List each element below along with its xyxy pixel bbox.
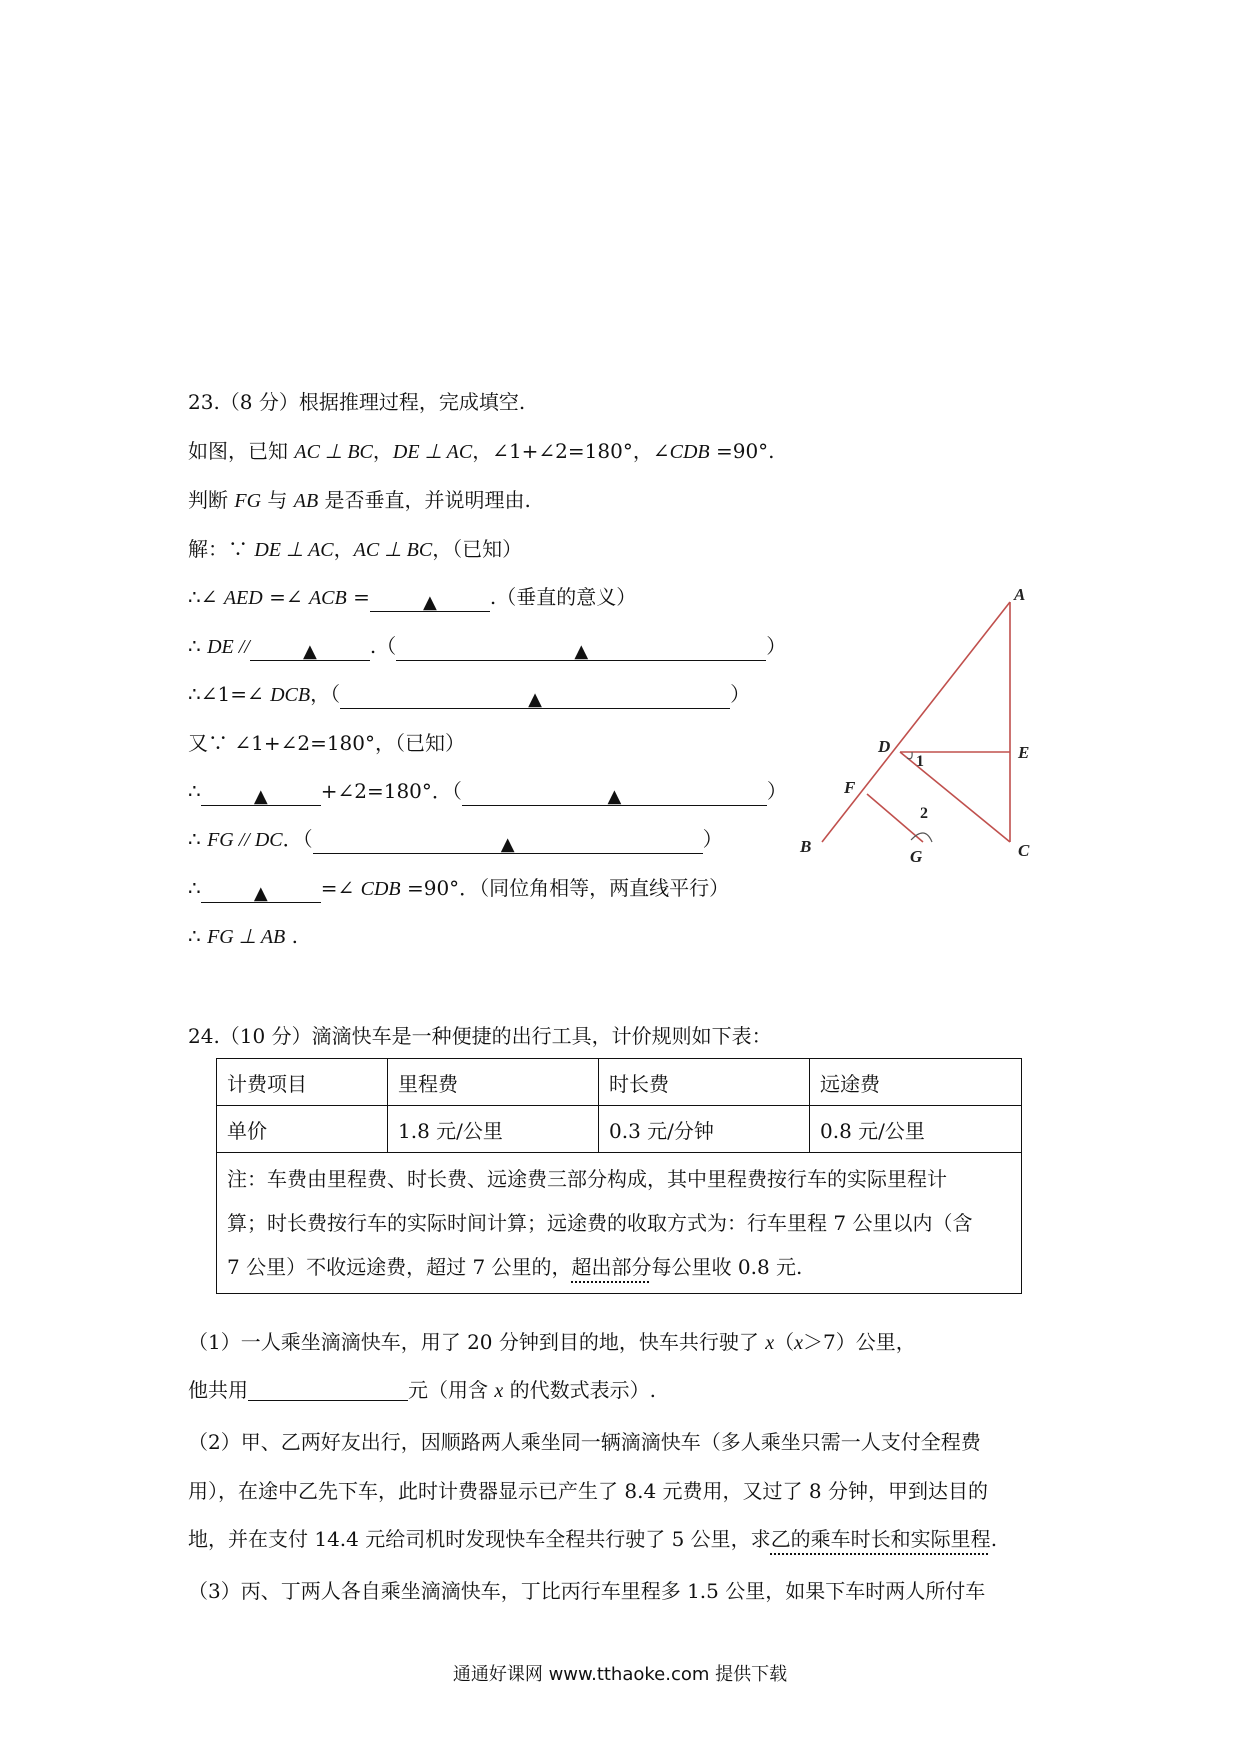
table-row (217, 1106, 1022, 1153)
q23-step2: ∴ DE // ▲ .（ ▲ ） (188, 634, 787, 662)
label-e: E (1018, 743, 1030, 762)
triangle-marker: ▲ (422, 592, 437, 613)
page-footer: 通通好课网 www.tthaoke.com 提供下载 (452, 1664, 788, 1685)
label-b: B (800, 837, 812, 856)
table-cell: 0.3 元/分钟 (599, 1106, 810, 1153)
q24-part2-line1: （2）甲、乙两好友出行，因顺路两人乘坐同一辆滴滴快车（多人乘坐只需一人支付全程费 (188, 1430, 981, 1454)
answer-blank[interactable] (370, 587, 490, 612)
table-cell: 时长费 (599, 1059, 810, 1106)
q23-step7: ∴ ▲ =∠ CDB =90°．（同位角相等，两直线平行） (188, 876, 730, 904)
q23-step1: ∴∠ AED =∠ ACB = ▲ .（垂直的意义） (188, 585, 637, 613)
answer-blank[interactable] (250, 636, 370, 661)
reason-blank[interactable] (340, 684, 730, 709)
triangle-marker: ▲ (253, 883, 268, 904)
q23-step5: ∴ ▲ +∠2=180°．（ ▲ ） (188, 779, 787, 807)
label-c: C (1018, 841, 1030, 860)
table-cell: 远途费 (810, 1059, 1022, 1106)
geometry-figure (780, 580, 1060, 880)
label-f: F (844, 778, 856, 797)
q24-part2-line3: 地，并在支付 14.4 元给司机时发现快车全程共行驶了 5 公里，求乙的乘车时长和实际里程. (188, 1527, 998, 1551)
q23-question: 判断 FG 与 AB 是否垂直，并说明理由. (188, 488, 531, 512)
table-cell: 单价 (217, 1106, 388, 1153)
table-note: 注：车费由里程费、时长费、远途费三部分构成，其中里程费按行车的实际里程计 算；时长费按行车的实际时间计算；远途费的收取方式为：行车里程 7 公里以内（含 7 公里）不收远途费，超过 7 公里的，超出部分每公里收 0.8 元. (217, 1153, 1022, 1294)
q23-given: 如图，已知 AC ⊥ BC，DE ⊥ AC，∠1+∠2=180°，∠CDB =90°. (188, 439, 775, 463)
triangle-marker: ▲ (302, 641, 317, 662)
table-note-row (217, 1153, 1022, 1294)
label-angle-2: 2 (920, 805, 928, 822)
table-cell: 里程费 (388, 1059, 599, 1106)
q23-step6: ∴ FG // DC．（ ▲ ） (188, 827, 723, 855)
q23-step4: 又∵ ∠1+∠2=180°，（已知） (188, 731, 466, 755)
answer-blank[interactable] (248, 1376, 408, 1401)
q23-solution-start: 解：∵ DE ⊥ AC，AC ⊥ BC，（已知） (188, 537, 523, 561)
table-header-row (217, 1059, 1022, 1106)
reason-blank[interactable] (313, 829, 703, 854)
q24-part2-line2: 用），在途中乙先下车，此时计费器显示已产生了 8.4 元费用，又过了 8 分钟，甲到达目的 (188, 1479, 988, 1503)
fee-table (216, 1058, 1022, 1294)
q24-part1-line2: 他共用 元（用含 x 的代数式表示）. (188, 1378, 656, 1402)
answer-blank[interactable] (201, 781, 321, 806)
q23-title: 23.（8 分）根据推理过程，完成填空. (188, 390, 526, 414)
label-angle-1: 1 (916, 753, 924, 770)
angle-1-arc (907, 752, 912, 759)
segment-fg (867, 794, 923, 842)
segment-ab (822, 602, 1010, 842)
triangle-marker: ▲ (500, 834, 515, 855)
reason-blank[interactable] (396, 636, 766, 661)
q23-step8: ∴ FG ⊥ AB . (188, 924, 298, 948)
triangle-marker: ▲ (253, 786, 268, 807)
table-cell: 计费项目 (217, 1059, 388, 1106)
reason-blank[interactable] (462, 781, 767, 806)
triangle-marker: ▲ (528, 689, 543, 710)
q23-step3: ∴∠1=∠ DCB，（ ▲ ） (188, 682, 751, 710)
triangle-marker: ▲ (607, 786, 622, 807)
label-a: A (1014, 585, 1026, 604)
table-cell: 0.8 元/公里 (810, 1106, 1022, 1153)
q24-part3-line1: （3）丙、丁两人各自乘坐滴滴快车，丁比丙行车里程多 1.5 公里，如果下车时两人所付车 (188, 1579, 986, 1603)
label-g: G (910, 847, 923, 866)
answer-blank[interactable] (201, 878, 321, 903)
q24-title: 24.（10 分）滴滴快车是一种便捷的出行工具，计价规则如下表： (188, 1024, 772, 1048)
table-cell: 1.8 元/公里 (388, 1106, 599, 1153)
label-d: D (878, 737, 891, 756)
q24-part1-line1: （1）一人乘坐滴滴快车，用了 20 分钟到目的地，快车共行驶了 x（x＞7）公里， (188, 1330, 916, 1354)
triangle-marker: ▲ (574, 641, 589, 662)
